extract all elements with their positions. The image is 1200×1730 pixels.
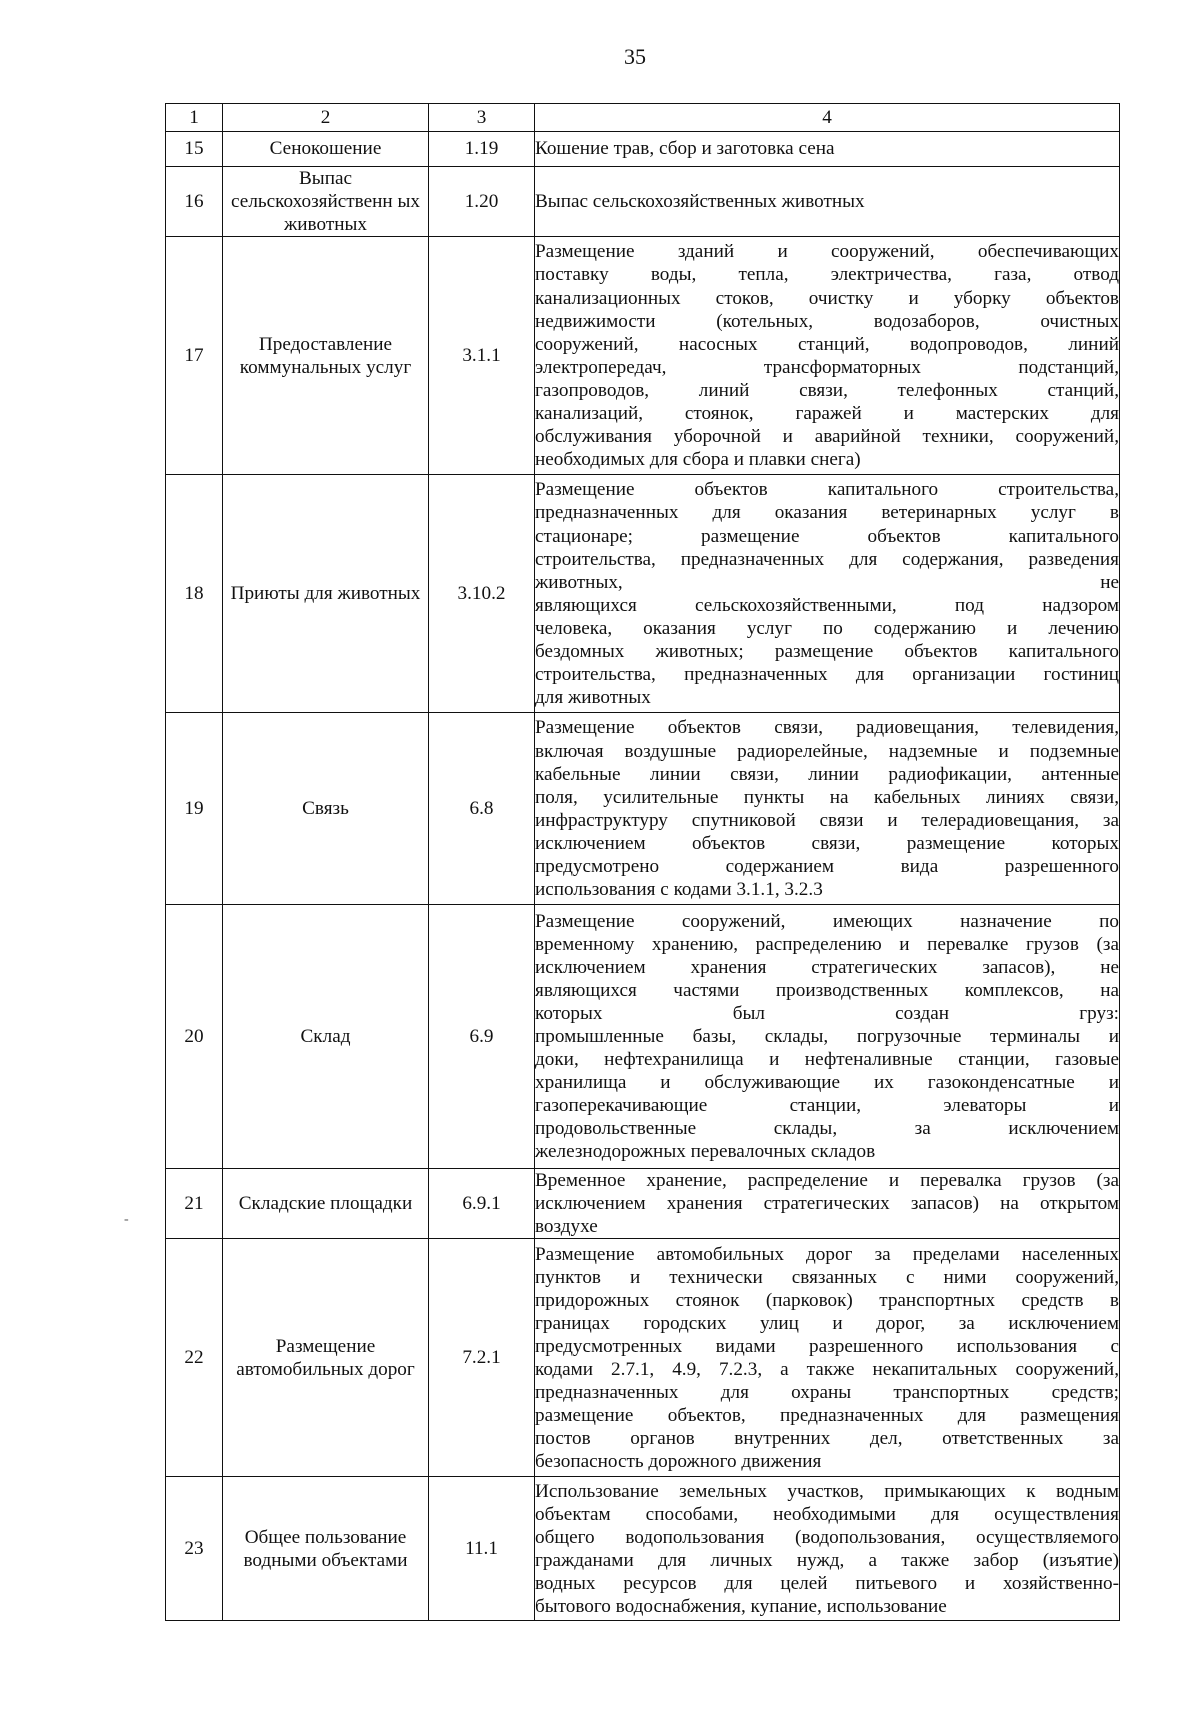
description-line: кодами 2.7.1, 4.9, 7.2.3, а также некапитальных сооружений,: [535, 1358, 1119, 1380]
row-number: 22: [166, 1239, 223, 1477]
description-line: Размещение сооружений, имеющих назначение по: [535, 910, 1119, 932]
description-line: исключением хранения стратегических запасов), не: [535, 956, 1119, 978]
description-line: объектам способами, необходимыми для осуществления: [535, 1503, 1119, 1525]
use-type-description: [535, 132, 1120, 167]
description-line: канализационных стоков, очистку и уборку объектов: [535, 287, 1119, 309]
description-line: строительства, предназначенных для организации гостиниц: [535, 663, 1119, 685]
use-type-code: 3.1.1: [429, 237, 535, 475]
row-number: 15: [166, 132, 223, 167]
use-type-name: Приюты для животных: [223, 475, 429, 713]
table-row: [166, 905, 1120, 1169]
use-type-description: [535, 1239, 1120, 1477]
description-line: газоперекачивающие станции, элеваторы и: [535, 1095, 1119, 1117]
description-line: являющихся частями производственных комплексов, на: [535, 980, 1119, 1002]
description-line: Размещение зданий и сооружений, обеспечивающих: [535, 241, 1119, 263]
row-number: 16: [166, 167, 223, 237]
description-line: водных ресурсов для целей питьевого и хозяйственно-: [535, 1572, 1119, 1594]
description-line: Размещение объектов капитального строительства,: [535, 479, 1119, 501]
description-line: железнодорожных перевалочных складов: [535, 1141, 876, 1163]
description-line: являющихся сельскохозяйственными, под надзором: [535, 594, 1119, 616]
description-line: промышленные базы, склады, погрузочные терминалы и: [535, 1026, 1119, 1048]
description-line: придорожных стоянок (парковок) транспортных средств в: [535, 1289, 1119, 1311]
table-row: [166, 1169, 1120, 1239]
use-type-description: [535, 1169, 1120, 1239]
use-type-code: 6.9.1: [429, 1169, 535, 1239]
use-type-name: Склад: [223, 905, 429, 1169]
table-row: [166, 713, 1120, 905]
table-row: [166, 167, 1120, 237]
description-line: Временное хранение, распределение и перевалка грузов (за: [535, 1170, 1119, 1192]
description-line: для животных: [535, 686, 651, 708]
use-type-description: [535, 167, 1120, 237]
description-line: бытового водоснабжения, купание, использование: [535, 1595, 947, 1617]
description-line: канализаций, стоянок, гаражей и мастерских для: [535, 402, 1119, 424]
use-type-name: Общее пользование водными объектами: [223, 1477, 429, 1621]
description-line: предусмотренных видами разрешенного использования с: [535, 1335, 1119, 1357]
description-line: электропередач, трансформаторных подстанций,: [535, 356, 1119, 378]
description-line: исключением хранения стратегических запасов) на открытом: [535, 1193, 1119, 1215]
table-row: [166, 132, 1120, 167]
description-line: предусмотрено содержанием вида разрешенного: [535, 855, 1119, 877]
description-line: стационаре; размещение объектов капитального: [535, 525, 1119, 547]
header-col-3: 3: [429, 104, 535, 132]
description-line: строительства, предназначенных для содержания, разведения: [535, 548, 1119, 570]
description-line: Размещение объектов связи, радиовещания, телевидения,: [535, 717, 1119, 739]
header-col-4: 4: [535, 104, 1120, 132]
header-row: [166, 104, 1120, 132]
header-col-1: 1: [166, 104, 223, 132]
use-type-name: Выпас сельскохозяйственн ых животных: [223, 167, 429, 237]
table-row: [166, 1239, 1120, 1477]
description-line: обслуживания уборочной и аварийной техники, сооружений,: [535, 425, 1119, 447]
description-line: газопроводов, линий связи, телефонных станций,: [535, 379, 1119, 401]
table-row: [166, 237, 1120, 475]
description-line: поставку воды, тепла, электричества, газа, отвод: [535, 264, 1119, 286]
description-line: инфраструктуру спутниковой связи и телерадиовещания, за: [535, 809, 1119, 831]
description-line: человека, оказания услуг по содержанию и лечению: [535, 617, 1119, 639]
description-line: поля, усилительные пункты на кабельных линиях связи,: [535, 786, 1119, 808]
description-line: использования с кодами 3.1.1, 3.2.3: [535, 878, 823, 900]
description-line: хранилища и обслуживающие их газоконденсатные и: [535, 1072, 1119, 1094]
description-line: границах городских улиц и дорог, за исключением: [535, 1312, 1119, 1334]
description-line: включая воздушные радиорелейные, надземные и подземные: [535, 740, 1119, 762]
row-number: 20: [166, 905, 223, 1169]
scan-mark: -: [124, 1212, 129, 1227]
use-type-code: 11.1: [429, 1477, 535, 1621]
header-col-2: 2: [223, 104, 429, 132]
description-line: временному хранению, распределению и перевалке грузов (за: [535, 933, 1119, 955]
row-number: 21: [166, 1169, 223, 1239]
table-row: [166, 1477, 1120, 1621]
description-line: Кошение трав, сбор и заготовка сена: [535, 138, 835, 160]
use-type-code: 6.8: [429, 713, 535, 905]
use-type-name: Связь: [223, 713, 429, 905]
use-type-name: Складские площадки: [223, 1169, 429, 1239]
description-line: размещение объектов, предназначенных для размещения: [535, 1404, 1119, 1426]
description-line: животных, не: [535, 571, 1119, 593]
description-line: воздухе: [535, 1216, 598, 1238]
page-number: 35: [624, 44, 646, 69]
description-line: Выпас сельскохозяйственных животных: [535, 191, 865, 213]
row-number: 23: [166, 1477, 223, 1621]
use-type-name: Предоставление коммунальных услуг: [223, 237, 429, 475]
description-line: доки, нефтехранилища и нефтеналивные станции, газовые: [535, 1049, 1119, 1071]
description-line: необходимых для сбора и плавки снега): [535, 448, 861, 470]
description-line: гражданами для личных нужд, а также забор (изъятие): [535, 1549, 1119, 1571]
use-type-description: [535, 237, 1120, 475]
use-type-code: 1.20: [429, 167, 535, 237]
use-type-description: [535, 1477, 1120, 1621]
table-row: [166, 475, 1120, 713]
description-line: Использование земельных участков, примыкающих к водным: [535, 1480, 1119, 1502]
description-line: постов органов внутренних дел, ответственных за: [535, 1427, 1119, 1449]
description-line: бездомных животных; размещение объектов капитального: [535, 640, 1119, 662]
description-line: исключением объектов связи, размещение которых: [535, 832, 1119, 854]
description-line: Размещение автомобильных дорог за пределами населенных: [535, 1243, 1119, 1265]
description-line: недвижимости (котельных, водозаборов, очистных: [535, 310, 1119, 332]
row-number: 17: [166, 237, 223, 475]
use-type-description: [535, 905, 1120, 1169]
description-line: кабельные линии связи, линии радиофикации, антенные: [535, 763, 1119, 785]
use-type-name: Сенокошение: [223, 132, 429, 167]
description-line: сооружений, насосных станций, водопроводов, линий: [535, 333, 1119, 355]
description-line: предназначенных для охраны транспортных средств;: [535, 1381, 1119, 1403]
description-line: продовольственные склады, за исключением: [535, 1118, 1119, 1140]
use-type-code: 7.2.1: [429, 1239, 535, 1477]
description-line: которых был создан груз:: [535, 1003, 1119, 1025]
use-type-code: 3.10.2: [429, 475, 535, 713]
row-number: 19: [166, 713, 223, 905]
use-type-description: [535, 475, 1120, 713]
use-type-code: 1.19: [429, 132, 535, 167]
use-type-name: Размещение автомобильных дорог: [223, 1239, 429, 1477]
land-use-table: [165, 103, 1120, 1621]
description-line: безопасность дорожного движения: [535, 1450, 822, 1472]
description-line: предназначенных для оказания ветеринарных услуг в: [535, 502, 1119, 524]
use-type-code: 6.9: [429, 905, 535, 1169]
use-type-description: [535, 713, 1120, 905]
description-line: пунктов и технически связанных с ними сооружений,: [535, 1266, 1119, 1288]
description-line: общего водопользования (водопользования, осуществляемого: [535, 1526, 1119, 1548]
row-number: 18: [166, 475, 223, 713]
